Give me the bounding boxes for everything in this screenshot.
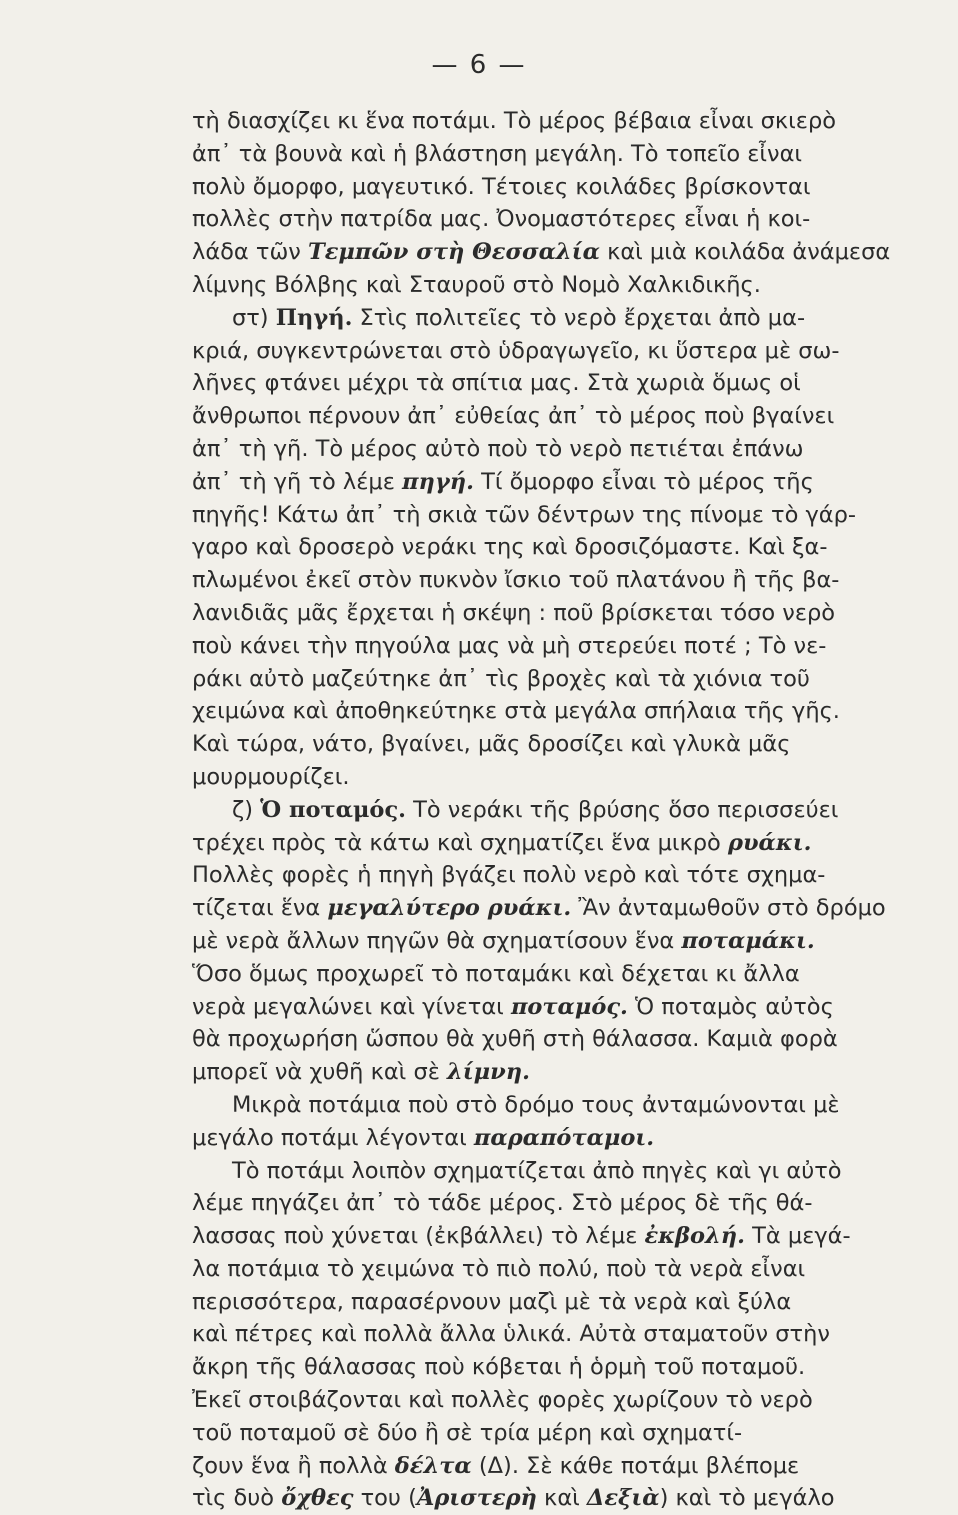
emphasized-text: ὄχθες	[281, 1485, 354, 1512]
text-segment: λίμνης Βόλβης καὶ Σταυροῦ στὸ Νομὸ Χαλκιδικῆς.	[192, 271, 761, 298]
text-segment: πηγῆς! Κάτω ἀπ᾽ τὴ σκιὰ τῶν δέντρων της πίνομε τὸ γάρ-	[192, 501, 857, 528]
text-segment: ζουν ἕνα ἢ πολλὰ	[192, 1452, 395, 1479]
text-line	[192, 269, 920, 302]
text-line	[192, 1155, 920, 1188]
text-line	[192, 761, 920, 794]
text-line	[192, 367, 920, 400]
text-segment: πολλὲς στὴν πατρίδα μας. Ὀνομαστότερες εἶναι ἡ κοι-	[192, 206, 811, 233]
text-line	[192, 1286, 920, 1319]
page-number: — 6 —	[431, 50, 527, 80]
emphasized-text: Δεξιὰ	[586, 1485, 660, 1512]
text-segment: του (	[353, 1485, 417, 1512]
text-line	[192, 302, 920, 335]
text-line	[192, 1089, 920, 1122]
text-segment: ζ)	[232, 796, 261, 823]
text-segment: Τὰ μεγά-	[745, 1223, 851, 1250]
text-segment: λῆνες φτάνει μέχρι τὰ σπίτια μας. Στὰ χωριὰ ὅμως οἱ	[192, 370, 801, 397]
emphasized-text: ἐκβολή.	[644, 1223, 745, 1250]
text-line	[192, 925, 920, 958]
text-line	[192, 663, 920, 696]
text-segment: Ὅσο ὅμως προχωρεῖ τὸ ποταμάκι καὶ δέχεται κι ἄλλα	[192, 960, 800, 987]
text-line	[192, 1056, 920, 1089]
text-segment: (Δ). Σὲ κάθε ποτάμι βλέπομε	[471, 1452, 800, 1479]
text-segment: τοῦ ποταμοῦ σὲ δύο ἢ σὲ τρία μέρη καὶ σχηματί-	[192, 1419, 743, 1446]
text-line	[192, 728, 920, 761]
text-segment: τὴ διασχίζει κι ἕνα ποτάμι. Τὸ μέρος βέβαια εἶναι σκιερὸ	[192, 108, 837, 134]
text-segment: καὶ πέτρες καὶ πολλὰ ἄλλα ὑλικά. Αὐτὰ σταματοῦν στὴν	[192, 1321, 830, 1348]
text-line	[192, 335, 920, 368]
text-segment: μεγάλο ποτάμι λέγονται	[192, 1124, 474, 1151]
text-line	[192, 597, 920, 630]
text-segment: Στὶς πολιτεῖες τὸ νερὸ ἔρχεται ἀπὸ μα-	[352, 304, 806, 331]
text-line	[192, 138, 920, 171]
text-segment: μπορεῖ νὰ χυθῆ καὶ σὲ	[192, 1059, 448, 1086]
text-segment: ἄκρη τῆς θάλασσας ποὺ κόβεται ἡ ὁρμὴ τοῦ ποταμοῦ.	[192, 1354, 806, 1381]
text-segment: Ἐκεῖ στοιβάζονται καὶ πολλὲς φορὲς χωρίζουν τὸ νερὸ	[192, 1387, 813, 1414]
text-segment: Καὶ τώρα, νάτο, βγαίνει, μᾶς δροσίζει καὶ γλυκὰ μᾶς	[192, 731, 791, 758]
text-segment: περισσότερα, παρασέρνουν μαζὶ μὲ τὰ νερὰ καὶ ξύλα	[192, 1288, 792, 1315]
text-segment: ) καὶ τὸ μεγάλο	[659, 1485, 835, 1512]
text-line	[192, 1023, 920, 1056]
text-line	[192, 827, 920, 860]
text-line	[192, 1220, 920, 1253]
text-line	[192, 1482, 920, 1515]
emphasized-text: ποταμός.	[510, 993, 628, 1020]
text-line	[192, 1450, 920, 1483]
text-line	[192, 433, 920, 466]
text-segment: λάδα τῶν	[192, 239, 309, 266]
text-segment: στ)	[232, 304, 276, 331]
text-line	[192, 1187, 920, 1220]
text-line	[192, 203, 920, 236]
text-segment: λασσας ποὺ χύνεται (ἐκβάλλει) τὸ λέμε	[192, 1223, 645, 1250]
text-segment: ἀπ᾽ τὴ γῆ τὸ λέμε	[192, 468, 403, 495]
text-line	[192, 794, 920, 827]
text-segment: Τὸ ποτάμι λοιπὸν σχηματίζεται ἀπὸ πηγὲς καὶ γι αὐτὸ	[232, 1157, 842, 1184]
text-line	[192, 859, 920, 892]
text-line	[192, 1351, 920, 1384]
text-segment: τὶς δυὸ	[192, 1485, 282, 1512]
text-segment: πολὺ ὄμορφο, μαγευτικό. Τέτοιες κοιλάδες βρίσκονται	[192, 173, 811, 200]
emphasized-text: λίμνη.	[447, 1059, 530, 1086]
text-line	[192, 400, 920, 433]
emphasized-text: Ὁ ποταμός.	[260, 796, 406, 823]
text-line	[192, 695, 920, 728]
text-segment: λέμε πηγάζει ἀπ᾽ τὸ τάδε μέρος. Στὸ μέρος δὲ τῆς θά-	[192, 1190, 813, 1217]
text-line	[192, 1417, 920, 1450]
text-line	[192, 564, 920, 597]
text-segment: ποὺ κάνει τὴν πηγούλα μας νὰ μὴ στερεύει ποτέ ; Τὸ νε-	[192, 632, 827, 659]
text-segment: μουρμουρίζει.	[192, 763, 350, 790]
text-line	[192, 1122, 920, 1155]
text-line	[192, 991, 920, 1024]
text-segment: τίζεται ἕνα	[192, 895, 328, 922]
text-line	[192, 105, 920, 138]
emphasized-text: Πηγή.	[275, 304, 353, 331]
text-line	[192, 630, 920, 663]
text-segment: Τὸ νεράκι τῆς βρύσης ὅσο περισσεύει	[405, 796, 839, 823]
text-segment: Ὁ ποταμὸς αὐτὸς	[627, 993, 834, 1020]
body-text	[192, 105, 920, 1515]
emphasized-text: ρυάκι.	[727, 829, 812, 856]
text-segment: Μικρὰ ποτάμια ποὺ στὸ δρόμο τους ἀνταμώνονται μὲ	[232, 1091, 840, 1118]
text-segment: μὲ νερὰ ἄλλων πηγῶν θὰ σχηματίσουν ἕνα	[192, 927, 682, 954]
emphasized-text: μεγαλύτερο ρυάκι.	[327, 895, 572, 922]
text-segment: κριά, συγκεντρώνεται στὸ ὑδραγωγεῖο, κι ὕστερα μὲ σω-	[192, 337, 840, 364]
text-segment: ἄνθρωποι πέρνουν ἀπ᾽ εὐθείας ἀπ᾽ τὸ μέρος ποὺ βγαίνει	[192, 403, 835, 430]
text-segment: ἀπ᾽ τὴ γῆ. Τὸ μέρος αὐτὸ ποὺ τὸ νερὸ πετιέται ἐπάνω	[192, 435, 804, 462]
text-line	[192, 1253, 920, 1286]
text-line	[192, 892, 920, 925]
text-segment: θὰ προχωρήση ὥσπου θὰ χυθῆ στὴ θάλασσα. Καμιὰ φορὰ	[192, 1026, 838, 1053]
text-segment: καὶ	[536, 1485, 587, 1512]
text-segment: τρέχει πρὸς τὰ κάτω καὶ σχηματίζει ἕνα μικρὸ	[192, 829, 728, 856]
text-segment: λα ποτάμια τὸ χειμώνα τὸ πιὸ πολύ, ποὺ τὰ νερὰ εἶναι	[192, 1255, 806, 1282]
text-segment: γαρο καὶ δροσερὸ νεράκι της καὶ δροσιζόμαστε. Καὶ ξα-	[192, 534, 828, 561]
text-line	[192, 531, 920, 564]
text-line	[192, 499, 920, 532]
text-line	[192, 171, 920, 204]
text-line	[192, 958, 920, 991]
emphasized-text: ποταμάκι.	[681, 927, 815, 954]
text-segment: Τί ὄμορφο εἶναι τὸ μέρος τῆς	[473, 468, 814, 495]
text-segment: Ἂν ἀνταμωθοῦν στὸ δρόμο	[571, 895, 886, 922]
emphasized-text: δέλτα	[394, 1452, 472, 1479]
text-segment: Πολλὲς φορὲς ἡ πηγὴ βγάζει πολὺ νερὸ καὶ τότε σχημα-	[192, 862, 826, 889]
emphasized-text: Τεμπῶν στὴ Θεσσαλία	[308, 239, 600, 266]
text-line	[192, 1318, 920, 1351]
text-segment: ἀπ᾽ τὰ βουνὰ καὶ ἡ βλάστηση μεγάλη. Τὸ τοπεῖο εἶναι	[192, 140, 803, 167]
emphasized-text: παραπόταμοι.	[473, 1124, 655, 1151]
text-segment: ράκι αὐτὸ μαζεύτηκε ἀπ᾽ τὶς βροχὲς καὶ τὰ χιόνια τοῦ	[192, 665, 810, 692]
text-segment: λανιδιᾶς μᾶς ἔρχεται ἡ σκέψη : ποῦ βρίσκεται τόσο νερὸ	[192, 599, 836, 626]
text-segment: πλωμένοι ἐκεῖ στὸν πυκνὸν ἴσκιο τοῦ πλατάνου ἢ τῆς βα-	[192, 567, 840, 594]
text-segment: καὶ μιὰ κοιλάδα ἀνάμεσα	[599, 239, 891, 266]
text-line	[192, 236, 920, 269]
emphasized-text: πηγή.	[402, 468, 474, 495]
text-segment: νερὰ μεγαλώνει καὶ γίνεται	[192, 993, 511, 1020]
text-line	[192, 466, 920, 499]
emphasized-text: Ἀριστερὴ	[416, 1485, 537, 1512]
text-segment: χειμώνα καὶ ἀποθηκεύτηκε στὰ μεγάλα σπήλαια τῆς γῆς.	[192, 698, 840, 725]
text-line	[192, 1384, 920, 1417]
